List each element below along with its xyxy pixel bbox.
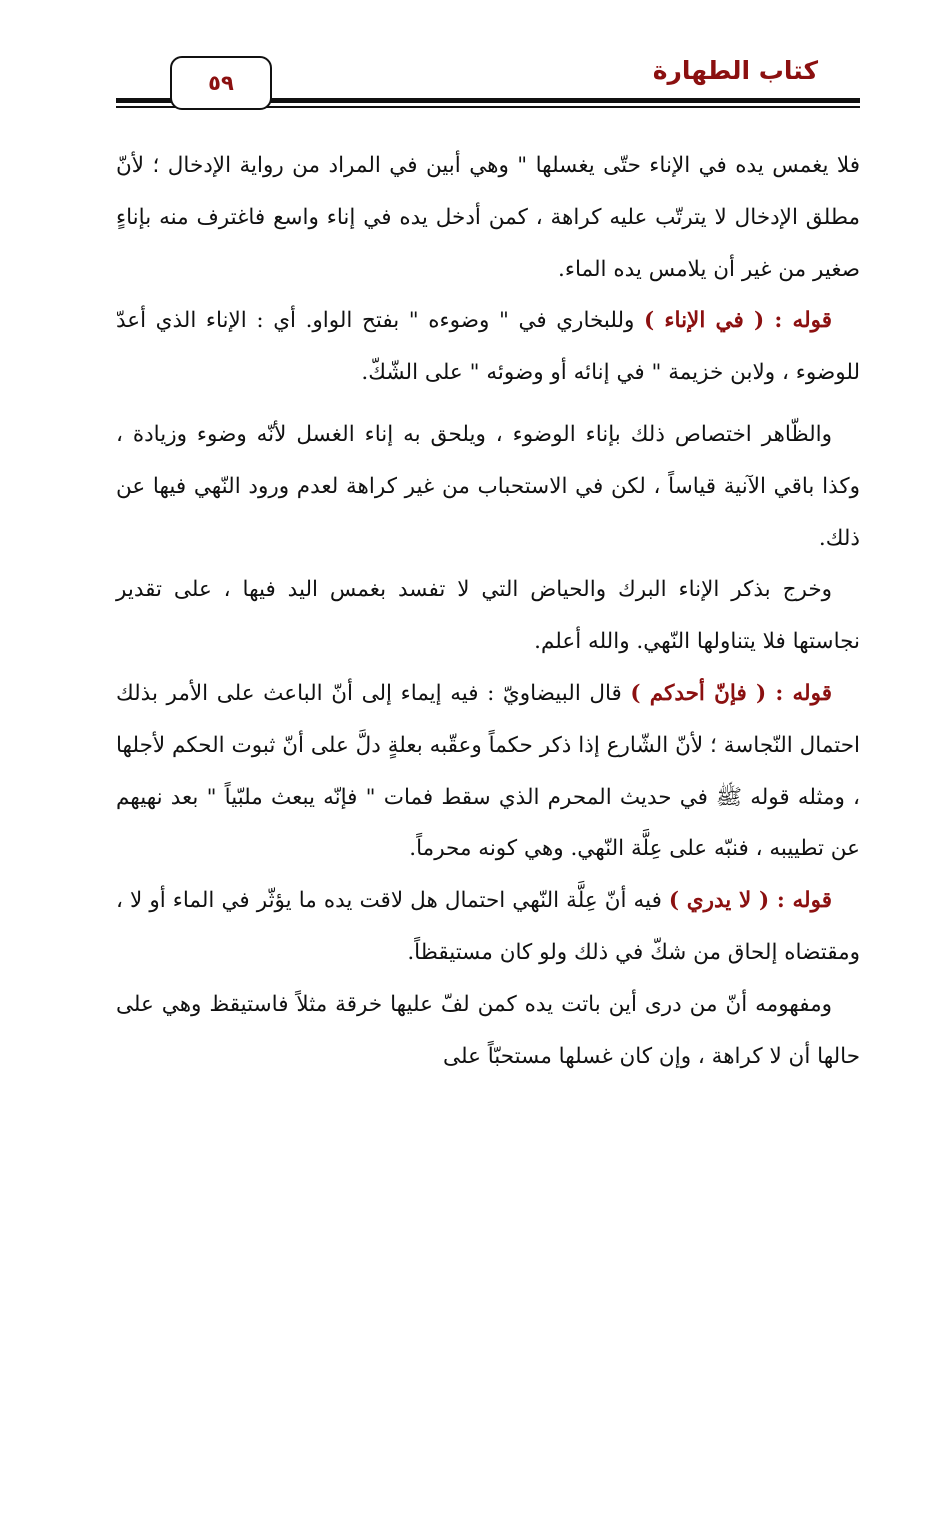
book-title: كتاب الطهارة xyxy=(652,56,818,85)
paragraph-text: وخرج بذكر الإناء البرك والحياض التي لا تفسد بغمس اليد فيها ، على تقدير نجاستها فلا يتناولها النّهي. والله أعلم. xyxy=(116,577,860,655)
paragraph xyxy=(116,668,860,875)
paragraph-text: والظّاهر اختصاص ذلك بإناء الوضوء ، ويلحق به إناء الغسل لأنّه وضوء وزيادة ، وكذا باقي الآنية قياساً ، لكن في الاستحباب من غير كراهة لعدم ورود النّهي فيها عن ذلك. xyxy=(116,421,860,551)
paragraph xyxy=(116,140,860,295)
quote-lead: قوله : ( فإنّ أحدكم ) xyxy=(630,680,832,706)
paragraph-text: قال البيضاويّ : فيه إيماء إلى أنّ الباعث على الأمر بذلك احتمال النّجاسة ؛ لأنّ الشّارع إذا ذكر حكماً وعقّبه بعلةٍ دلَّ على أنّ ثبوت الحكم لأجلها ، ومثله قوله ﷺ في حديث المحرم الذي سقط فمات " فإنّه يبعث ملبّياً " بعد نهيهم عن تطييبه ، فنبّه على عِلَّة النّهي. وهي كونه محرماً. xyxy=(116,680,860,862)
page-body xyxy=(116,140,860,1082)
paragraph-text: فلا يغمس يده في الإناء حتّى يغسلها " وهي أبين في المراد من رواية الإدخال ؛ لأنّ مطلق الإدخال لا يترتّب عليه كراهة ، كمن أدخل يده في إناء واسع فاغترف منه بإناءٍ صغير من غير أن يلامس يده الماء. xyxy=(116,153,860,282)
page-header xyxy=(0,0,945,120)
quote-lead: قوله : ( في الإناء ) xyxy=(644,308,833,334)
paragraph xyxy=(116,979,860,1083)
paragraph xyxy=(116,409,860,564)
paragraph-text: ومفهومه أنّ من درى أين باتت يده كمن لفّ عليها خرقة مثلاً فاستيقظ وهي على حالها أن لا كراهة ، وإن كان غسلها مستحبّاً على xyxy=(116,991,860,1069)
paragraph-text: فيه أنّ عِلَّة النّهي احتمال هل لاقت يده ما يؤثّر في الماء أو لا ، ومقتضاه إلحاق من شكّ في ذلك ولو كان مستيقظاً. xyxy=(116,888,860,965)
quote-lead: قوله : ( لا يدري ) xyxy=(668,888,832,914)
page-number: ٥٩ xyxy=(170,56,272,110)
paragraph xyxy=(116,875,860,979)
paragraph xyxy=(116,564,860,668)
paragraph xyxy=(116,295,860,399)
paragraph-text: وللبخاري في " وضوءه " بفتح الواو. أي : الإناء الذي أعدّ للوضوء ، ولابن خزيمة " في إنائه أو وضوئه " على الشّكّ. xyxy=(116,308,860,386)
